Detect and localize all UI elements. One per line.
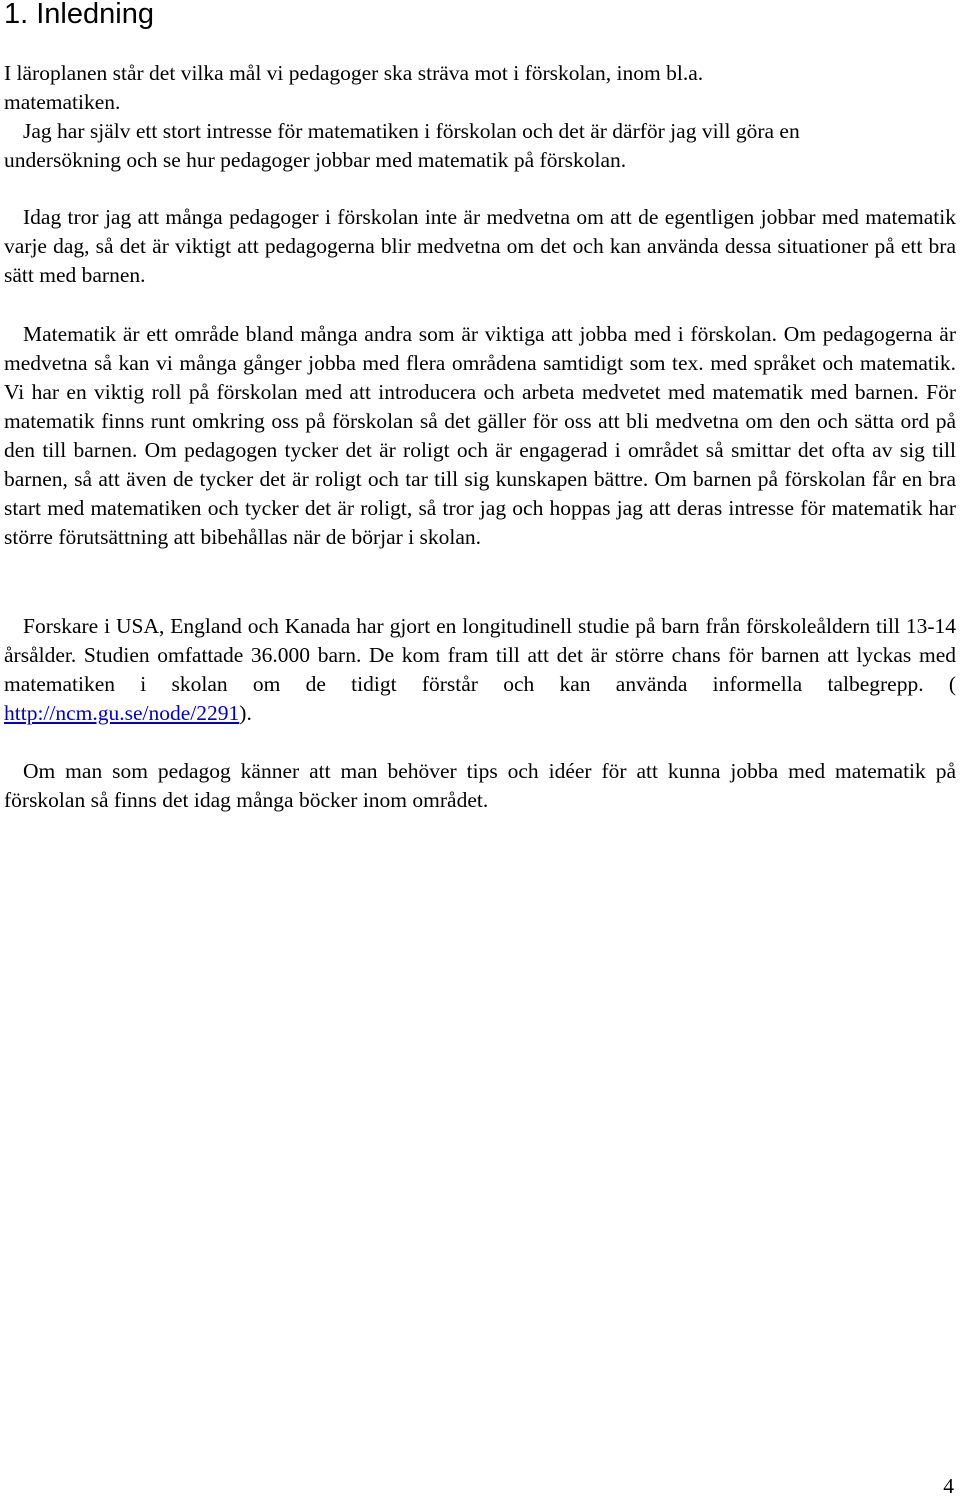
page-number: 4	[943, 1474, 954, 1498]
research-text-end: ).	[239, 701, 252, 725]
research-link[interactable]: http://ncm.gu.se/node/2291	[4, 701, 240, 725]
intro-line: I läroplanen står det vilka mål vi pedagoger ska sträva mot i förskolan, inom bl.a.	[4, 61, 704, 85]
intro-paragraph	[4, 59, 956, 175]
awareness-paragraph: Idag tror jag att många pedagoger i förskolan inte är medvetna om att de egentligen jobbar med matematik varje dag, så det är viktigt att pedagogerna blir medvetna om det och kan använda dessa situationer på ett bra sätt med barnen.	[4, 205, 956, 287]
closing-paragraph: Om man som pedagog känner att man behöver tips och idéer för att kunna jobba med matematik på förskolan så finns det idag många böcker inom området.	[4, 759, 956, 812]
mathematics-paragraph: Matematik är ett område bland många andra som är viktiga att jobba med i förskolan. Om pedagogerna är medvetna så kan vi många gånger jobba med flera områdena samtidigt som tex. med språket och matematik. Vi har en viktig roll på förskolan med att introducera och arbeta medvetet med matematik med barnen. För matematik finns runt omkring oss på förskolan så det gäller för oss att bli medvetna om den och sätta ord på den till barnen. Om pedagogen tycker det är roligt och är engagerad i området så smittar det ofta av sig till barnen, så att även de tycker det är roligt och tar till sig kunskapen bättre. Om barnen på förskolan får en bra start med matematiken och tycker det är roligt, så tror jag och hoppas jag att deras intresse för matematik har större förutsättning att bibehållas när de börjar i skolan.	[4, 322, 956, 549]
intro-line: matematiken.	[4, 90, 121, 114]
research-paragraph	[4, 612, 956, 728]
research-text: Forskare i USA, England och Kanada har gjort en longitudinell studie på barn från förskoleåldern till 13-14 årsålder. Studien omfattade 36.000 barn. De kom fram till att det är större chans för barnen att lyckas med matematiken i skolan om de tidigt förstår och kan använda informella talbegrepp. (	[4, 614, 956, 696]
intro-line: Jag har själv ett stort intresse för matematiken i förskolan och det är därför jag vill göra en	[23, 119, 800, 143]
section-heading: 1. Inledning	[4, 0, 154, 30]
intro-line: undersökning och se hur pedagoger jobbar med matematik på förskolan.	[4, 148, 627, 172]
